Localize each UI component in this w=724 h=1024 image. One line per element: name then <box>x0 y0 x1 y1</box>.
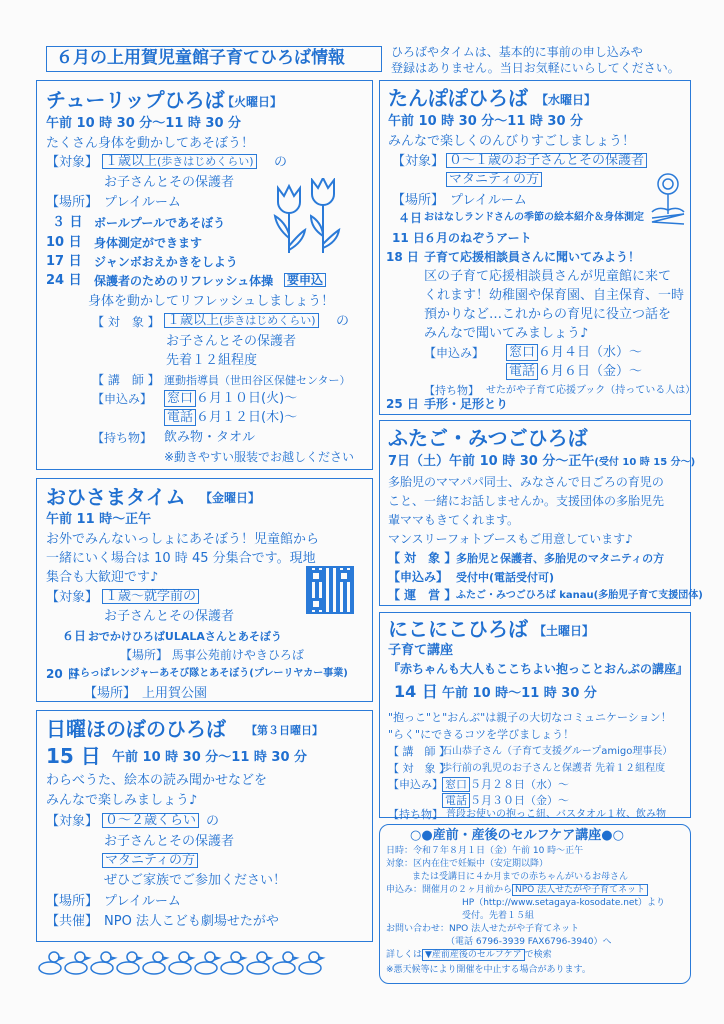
sunday-co: NPO 法人こども劇場せたがや <box>104 914 279 929</box>
tulip-place-label: 【場所】 <box>46 195 99 210</box>
tulip-event-date-3: 17 日 <box>46 254 82 269</box>
tulip-event-text-4: 保護者のためのリフレッシュ体操 <box>94 274 274 288</box>
tanpopo-apply-label: 【申込み】 <box>424 346 485 360</box>
ohisama-desc-2: 一緒にいく場合は 10 時 45 分集合です。現地 <box>46 551 316 566</box>
tanpopo-place-label: 【場所】 <box>392 193 445 208</box>
tulip-r-apply-2: 電話 ６月１２日(木)～ <box>164 411 297 424</box>
sunday-target-maternity: マタニティの方 <box>102 853 198 868</box>
tulip-r-target-label: 【 対 象 】 <box>92 315 160 329</box>
niconico-course-title: 『赤ちゃんも大人もここちよい抱っことおんぶの講座』 <box>388 662 689 676</box>
ohisama-event-date-3: 20 日 <box>46 667 79 681</box>
niconico-desc-1: "抱っこ"と"おんぶ"は親子の大切なコミュニケーション！ <box>388 711 672 724</box>
sunday-place: プレイルーム <box>104 894 181 909</box>
tulip-event-text-1: ボールプールであそぼう <box>94 216 226 230</box>
tanpopo-title: たんぽぽひろば <box>388 86 528 110</box>
tulip-event-text-2: 身体測定ができます <box>94 236 203 250</box>
tanpopo-time: 午前 10 時 30 分～11 時 30 分 <box>388 114 584 129</box>
tulip-r-target-count: 先着１２組程度 <box>166 353 258 368</box>
futago-row2-label: 【申込み】 <box>388 570 449 584</box>
futago-row3-label: 【 運 営 】 <box>388 588 457 602</box>
tulip-req-badge: 要申込 <box>284 273 326 287</box>
tanpopo-event-date-3: 18 日 <box>386 250 419 264</box>
niconico-date: 14 日 <box>394 682 438 701</box>
tanpopo-event-text-2: ６月のねぞうアート <box>424 231 532 245</box>
sunday-family: ぜひご家族でご参加ください！ <box>104 873 287 888</box>
tulip-r-teacher: 運動指導員（世田谷区保健センター） <box>164 374 351 387</box>
tanpopo-place: プレイルーム <box>450 193 527 208</box>
selfcare-line-1: 日時：令和７年８月１日（金）午前 10 時～正午 <box>386 846 584 856</box>
selfcare-line-7: お問い合わせ：NPO 法人せたがや子育てネット <box>386 924 580 934</box>
tanpopo-target-1: ０～１歳のお子さんとその保護者 <box>446 153 647 168</box>
selfcare-line-9: 詳しくは ▼産前産後のセルフケア で検索 <box>386 950 552 960</box>
niconico-r1-label: 【 講 師 】 <box>388 745 450 758</box>
sunday-desc-2: みんなで楽しみましょう♪ <box>46 793 198 808</box>
tanpopo-event-text-3: 子育て応援相談員さんに聞いてみよう！ <box>424 250 641 264</box>
tanpopo-last-text: 手形・足形とり <box>424 397 509 411</box>
selfcare-line-3: または受講日に４か月までの赤ちゃんがいるお母さん <box>412 872 629 882</box>
tulip-event-date-2: 10 日 <box>46 235 82 250</box>
tulip-event-date-4: 24 日 <box>46 273 82 288</box>
niconico-r2: 歩行前の乳児のお子さんと保護者 先着１２組程度 <box>442 763 666 774</box>
tulip-r-note: ※動きやすい服装でお越しください <box>164 450 355 464</box>
ohisama-desc-3: 集合も大歓迎です♪ <box>46 570 159 585</box>
dandelion-illustration <box>646 170 690 228</box>
tulip-r-target-tail: の <box>336 314 350 329</box>
sunday-time: 午前 10 時 30 分～11 時 30 分 <box>112 750 308 765</box>
niconico-r3-2: 電話 ５月３０日（金）～ <box>442 795 569 806</box>
tulip-target-label: 【対象】 <box>46 155 99 170</box>
ohisama-target-age: １歳～就学前の <box>102 589 199 604</box>
tulip-place: プレイルーム <box>104 195 181 210</box>
tanpopo-apply-1: 窓口 ６月４日（水）～ <box>506 346 642 359</box>
niconico-course: 子育て講座 <box>388 643 454 658</box>
ohisama-place: 上用賀公園 <box>142 686 208 701</box>
futago-time: 7日（土）午前 10 時 30 分～正午(受付 10 時 15 分～) <box>388 454 696 469</box>
tanpopo-desc: みんなで楽しくのんびりすごしましょう！ <box>388 134 636 149</box>
ohisama-event-text-1: おでかけひろばULALAさんとあそぼう <box>88 630 282 643</box>
niconico-r4-label: 【持ち物】 <box>388 808 443 821</box>
tulip-event-date-1: ３ 日 <box>52 215 83 230</box>
tulip-desc: たくさん身体を動かしてあそぼう！ <box>46 136 255 151</box>
ohisama-event-text-3: はらっぱレンジャーあそび隊とあそぼう(プレーリヤカー事業) <box>70 668 348 679</box>
tulip-r-bring: 飲み物・タオル <box>164 430 256 445</box>
ohisama-event-date-1: ６日 <box>62 629 87 643</box>
tanpopo-bring: せたがや子育て応援ブック（持っている人は） <box>486 385 696 396</box>
ohisama-time: 午前 11 時～正午 <box>46 512 152 527</box>
tulip-r-target-age: １歳以上(歩きはじめくらい) <box>164 313 319 328</box>
ohisama-desc-1: お外でみんないっしょにあそぼう！児童館から <box>46 532 320 547</box>
futago-row1-label: 【 対 象 】 <box>388 551 457 565</box>
tulip-time: 午前 10 時 30 分～11 時 30 分 <box>46 116 242 131</box>
ohisama-place-label: 【場所】 <box>84 686 137 701</box>
tanpopo-event-text-1: おはなしランドさんの季節の絵本紹介＆身体測定 <box>424 212 644 223</box>
sunday-day: 【第３日曜日】 <box>246 724 323 737</box>
ohisama-day: 【金曜日】 <box>200 491 261 505</box>
header-note-line1: ひろばやタイムは、基本的に事前の申し込みや <box>391 45 643 59</box>
niconico-r2-label: 【 対 象 】 <box>388 762 450 775</box>
tulip-target-who: お子さんとその保護者 <box>104 175 235 190</box>
tulip-illustration <box>268 178 348 256</box>
futago-row1: 多胎児と保護者、多胎児のマタニティの方 <box>456 552 665 565</box>
qr-code[interactable] <box>306 566 354 614</box>
sunday-target-who: お子さんとその保護者 <box>104 834 235 849</box>
tanpopo-last-date: 25 日 <box>386 397 419 411</box>
tanpopo-apply-2: 電話 ６月６日（金）～ <box>506 365 642 378</box>
tulip-event-text-3: ジャンボおえかきをしよう <box>94 255 238 269</box>
tanpopo-consult-2: くれます！幼稚園や保育園、自主保育、一時 <box>424 288 685 303</box>
ohisama-target-who: お子さんとその保護者 <box>104 609 235 624</box>
tulip-day: 【火曜日】 <box>222 95 283 109</box>
niconico-r3-1: 窓口 ５月２８日（水）～ <box>442 779 569 790</box>
tulip-r-teacher-label: 【 講 師 】 <box>92 373 160 387</box>
tulip-r-apply-label: 【申込み】 <box>92 392 153 406</box>
niconico-time: 午前 10 時～11 時 30 分 <box>442 686 597 701</box>
ohisama-title: おひさまタイム <box>46 485 186 509</box>
tulip-r-bring-label: 【持ち物】 <box>92 431 153 445</box>
tulip-refresh-desc: 身体を動かしてリフレッシュしましょう！ <box>88 294 335 309</box>
tanpopo-event-date-1: ４日 <box>398 211 423 225</box>
selfcare-line-8: （電話 6796-3939 FAX6796-3940）へ <box>446 937 612 947</box>
futago-desc-1: 多胎児のママパパ同士、みなさんで日ごろの育児の <box>388 475 664 489</box>
sunday-target-tail: の <box>206 814 220 829</box>
ohisama-target-label: 【対象】 <box>46 590 99 605</box>
tanpopo-target-2: マタニティの方 <box>446 172 542 187</box>
tulip-target-age: １歳以上(歩きはじめくらい) <box>102 154 257 169</box>
tulip-r-apply-1: 窓口 ６月１０日(火)～ <box>164 392 297 405</box>
tanpopo-bring-label: 【持ち物】 <box>424 384 479 397</box>
niconico-r3-label: 【申込み】 <box>388 778 443 791</box>
tanpopo-consult-1: 区の子育て応援相談員さんが児童館に来て <box>424 269 672 284</box>
page-title: ６月の上用賀児童館子育てひろば情報 <box>56 48 345 68</box>
sunday-co-label: 【共催】 <box>46 914 99 929</box>
sunday-target-age: ０～２歳くらい <box>102 813 199 828</box>
header-note-line2: 登録はありません。当日お気軽にいらしてください。 <box>391 61 680 75</box>
selfcare-title: ○●産前・産後のセルフケア講座●○ <box>410 828 624 843</box>
niconico-title: にこにこひろば <box>388 617 528 641</box>
tanpopo-target-label: 【対象】 <box>392 154 445 169</box>
sunday-place-label: 【場所】 <box>46 894 99 909</box>
duck-row-decoration <box>36 948 376 978</box>
sunday-desc-1: わらべうた、絵本の読み聞かせなどを <box>46 773 268 788</box>
futago-desc-3: 輩ママもきてくれます。 <box>388 513 520 527</box>
sunday-date: 15 日 <box>46 744 101 768</box>
selfcare-line-6: 受付。先着１５組 <box>462 911 535 921</box>
sunday-title: 日曜ほのぼのひろば <box>46 717 226 741</box>
tulip-target-tail: の <box>274 155 288 170</box>
ohisama-event-text-2: 【場所】 馬事公苑前けやきひろば <box>120 648 304 662</box>
futago-row2: 受付中(電話受付可) <box>456 571 555 584</box>
futago-row3: ふたご・みつごひろば kanau(多胎児子育て支援団体) <box>456 590 703 601</box>
niconico-desc-2: "らく"にできるコツを学びましょう！ <box>388 728 575 741</box>
tanpopo-event-date-2: 11 日 <box>392 231 425 245</box>
niconico-r4: 普段お使いの抱っこ紐、バスタオル１枚、飲み物 <box>446 809 666 820</box>
tanpopo-consult-4: みんなで聞いてみましょう♪ <box>424 326 589 341</box>
selfcare-line-4: 申込み：開催月の２ヶ月前から NPO 法人せたがや子育てネット <box>386 886 648 895</box>
tanpopo-consult-3: 預かりなど…これからの育児に役立つ話を <box>424 307 672 322</box>
selfcare-line-2: 対象：区内在住で妊娠中（安定期以降） <box>386 859 549 869</box>
niconico-r1: 石山恭子さん（子育て支援グループamigo理事長） <box>442 746 673 757</box>
sunday-target-label: 【対象】 <box>46 814 99 829</box>
futago-desc-2: こと、一緒にお話しませんか。支援団体の多胎児先 <box>388 494 665 508</box>
tanpopo-day: 【水曜日】 <box>536 93 597 107</box>
tulip-title: チューリップひろば <box>46 88 225 112</box>
futago-desc-4: マンスリーフォトブースもご用意しています♪ <box>388 532 633 546</box>
selfcare-line-10: ※悪天候等により開催を中止する場合があります。 <box>386 965 591 975</box>
futago-title: ふたご・みつごひろば <box>388 426 588 450</box>
selfcare-line-5[interactable]: HP（http://www.setagaya-kosodate.net）より <box>462 898 665 908</box>
niconico-day: 【土曜日】 <box>534 624 595 638</box>
tulip-r-target-who: お子さんとその保護者 <box>166 334 297 349</box>
